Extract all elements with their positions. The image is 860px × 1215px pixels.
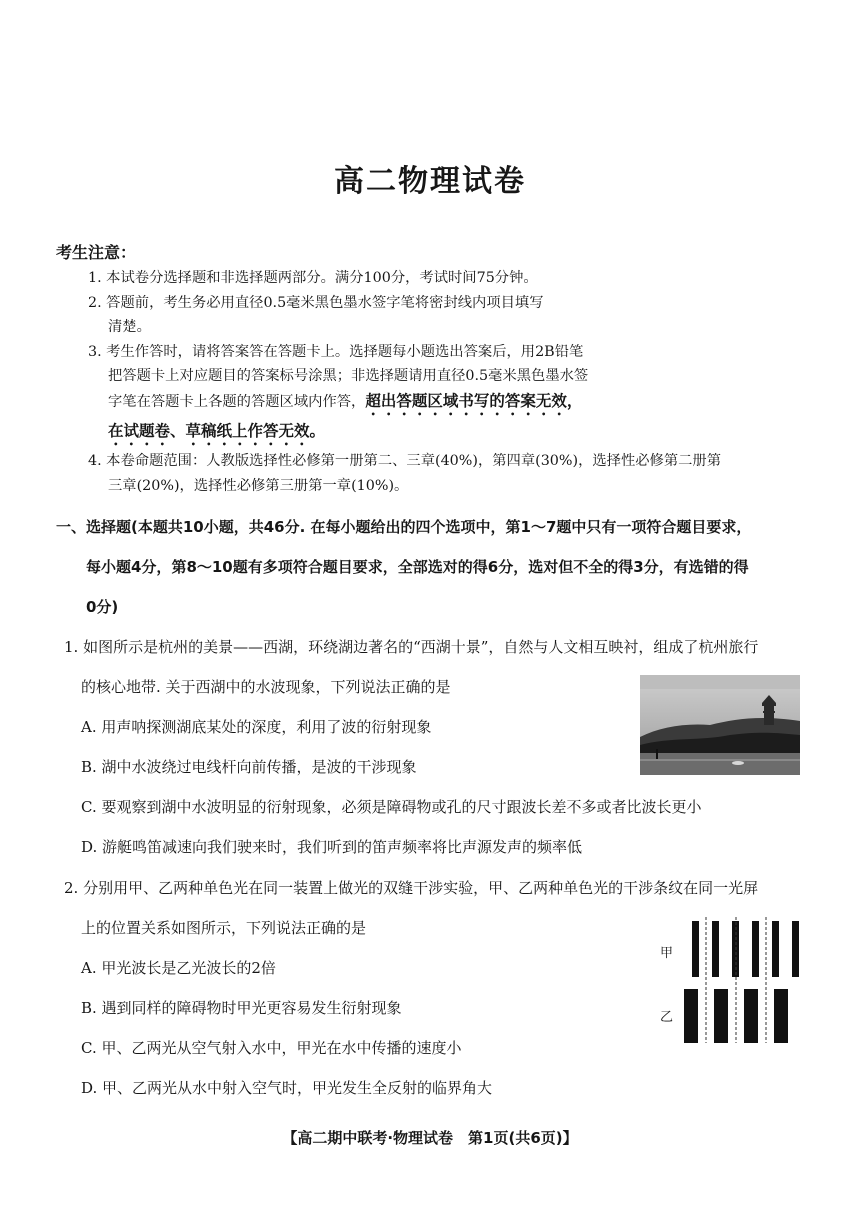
- emphasized-warning: [365, 392, 582, 410]
- notice-item: 把答题卡上对应题目的答案标号涂黑；非选择题请用直径0.5毫米黑色墨水签: [108, 368, 589, 385]
- question-stem: 上的位置关系如图所示，下列说法正确的是: [81, 919, 367, 937]
- option-a: A. 用声呐探测湖底某处的深度，利用了波的衍射现象: [81, 718, 432, 736]
- notice-list: [88, 266, 808, 498]
- question-stem: 2. 分别用甲、乙两种单色光在同一装置上做光的双缝干涉实验，甲、乙两种单色光的干涉条纹在同一光屏: [64, 879, 759, 897]
- option-b: B. 湖中水波绕过电线杆向前传播，是波的干涉现象: [81, 758, 417, 776]
- fringe-pattern-jia: [692, 921, 799, 977]
- interference-fringe-figure: [652, 915, 802, 1045]
- notice-item: [88, 419, 808, 449]
- fringe-label-yi: 乙: [660, 1010, 674, 1025]
- west-lake-photo: [640, 675, 800, 775]
- option-d: D. 游艇鸣笛减速向我们驶来时，我们听到的笛声频率将比声源发声的频率低: [81, 838, 583, 856]
- option-a: A. 甲光波长是乙光波长的2倍: [81, 959, 276, 977]
- page-title: 高二物理试卷: [334, 164, 526, 199]
- emphasized-text: 超出答题区域书写的答案无效，: [365, 391, 583, 410]
- notice-item: 3. 考生作答时，请将答案答在答题卡上。选择题每小题选出答案后，用2B铅笔: [88, 343, 584, 360]
- section-line: 0分): [86, 598, 119, 616]
- option-d: D. 甲、乙两光从水中射入空气时，甲光发生全反射的临界角大: [81, 1079, 493, 1097]
- notice-item: 1. 本试卷分选择题和非选择题两部分。满分100分，考试时间75分钟。: [88, 270, 538, 286]
- section-line: 每小题4分，第8～10题有多项符合题目要求，全部选对的得6分，选对但不全的得3分，有选错的得: [86, 558, 749, 576]
- fringe-label-jia: 甲: [660, 946, 674, 961]
- page-footer: 【高二期中联考·物理试卷 第1页(共6页)】: [282, 1129, 578, 1147]
- option-c: C. 要观察到湖中水波明显的衍射现象，必须是障碍物或孔的尺寸跟波长差不多或者比波长更小: [81, 798, 702, 816]
- notice-item: 2. 答题前，考生务必用直径0.5毫米黑色墨水签字笔将密封线内项目填写: [88, 294, 544, 311]
- question-stem: 1. 如图所示是杭州的美景——西湖，环绕湖边著名的“西湖十景”，自然与人文相互映衬，组成了杭州旅行: [64, 638, 759, 656]
- section-1-header: [56, 507, 816, 627]
- notice-item: [88, 389, 808, 419]
- notice-text: 字笔在答题卡上各题的答题区域内作答，: [108, 393, 366, 410]
- option-b: B. 遇到同样的障碍物时甲光更容易发生衍射现象: [81, 999, 402, 1017]
- question-stem: 的核心地带. 关于西湖中的水波现象，下列说法正确的是: [81, 678, 451, 696]
- notice-item: 清楚。: [108, 319, 151, 336]
- option-c: C. 甲、乙两光从空气射入水中，甲光在水中传播的速度小: [81, 1039, 462, 1057]
- notice-heading: 考生注意：: [56, 243, 137, 262]
- emphasized-text: 在试题卷、草稿纸上作答无效。: [108, 421, 326, 440]
- notice-item: 三章(20%)，选择性必修第三册第一章(10%)。: [108, 477, 409, 494]
- section-line: 一、选择题(本题共10小题，共46分. 在每小题给出的四个选项中，第1～7题中只有一项符合题目要求，: [56, 518, 752, 536]
- notice-item: 4. 本卷命题范围：人教版选择性必修第一册第二、三章(40%)，第四章(30%)，选择性必修第二册第: [88, 452, 722, 469]
